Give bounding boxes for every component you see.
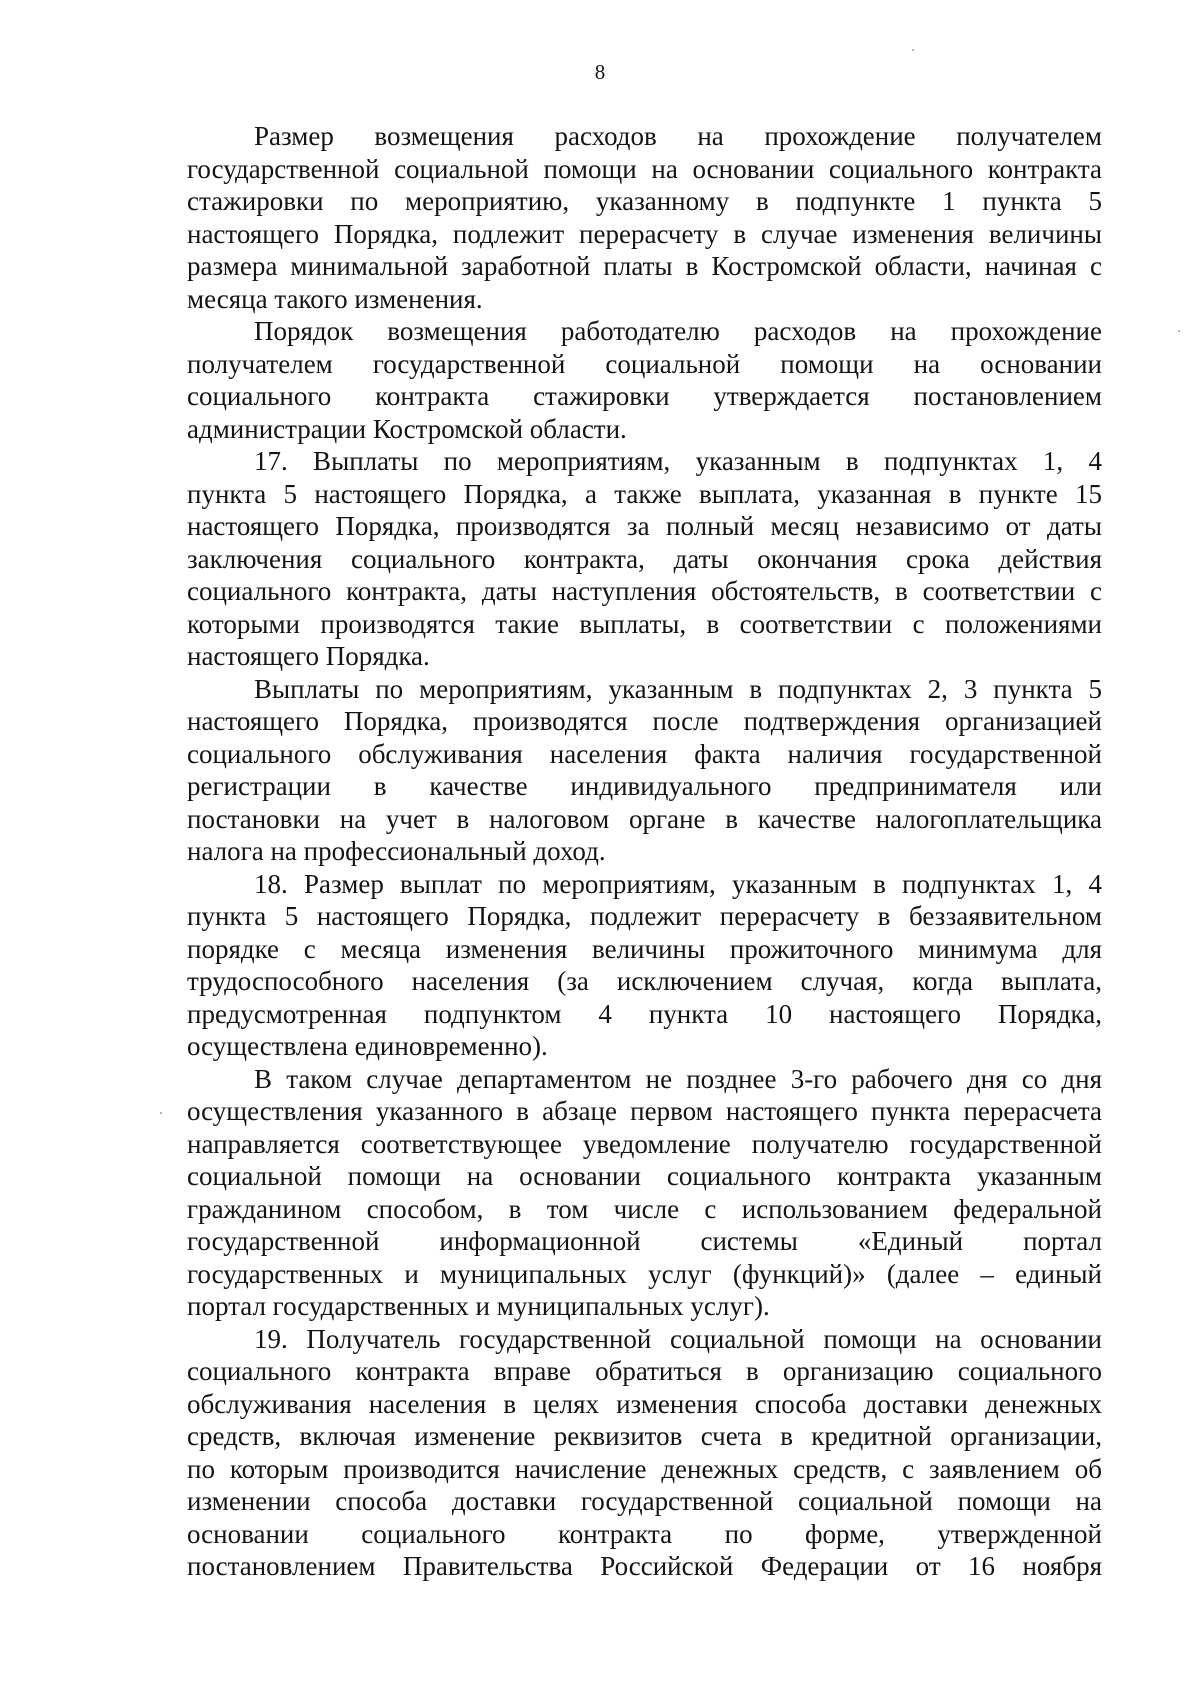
text-line: социального контракта вправе обратиться в организацию социального xyxy=(187,1356,1102,1386)
text-line: настоящего Порядка, подлежит перерасчету в случае изменения величины xyxy=(187,218,1102,249)
scan-speck xyxy=(1178,330,1180,332)
text-line: предусмотренная подпунктом 4 пункта 10 настоящего Порядка, xyxy=(187,998,1102,1029)
text-line: социальной помощи на основании социального контракта указанным xyxy=(187,1161,1102,1191)
paragraph-item-17-payments xyxy=(187,673,1102,868)
text-line: настоящего Порядка. xyxy=(187,641,430,671)
text-line: социального контракта стажировки утверждается постановлением xyxy=(187,381,1102,411)
text-line: портал государственных и муниципальных услуг). xyxy=(187,1291,770,1321)
text-line: Порядок возмещения работодателю расходов на прохождение xyxy=(254,316,1102,346)
text-line: пункта 5 настоящего Порядка, подлежит перерасчету в беззаявительном xyxy=(187,901,1102,931)
text-line: размера минимальной заработной платы в Костромской области, начиная с xyxy=(187,251,1102,281)
text-line: Выплаты по мероприятиям, указанным в подпунктах 2, 3 пункта 5 xyxy=(254,673,1102,704)
text-line: средств, включая изменение реквизитов счета в кредитной организации, xyxy=(187,1421,1102,1451)
text-line: по которым производится начисление денежных средств, с заявлением об xyxy=(187,1453,1102,1484)
text-line: В таком случае департаментом не позднее 3-го рабочего дня со дня xyxy=(254,1063,1102,1094)
text-line: социального контракта, даты наступления обстоятельств, в соответствии с xyxy=(187,576,1102,606)
text-line: Размер возмещения расходов на прохождение получателем xyxy=(254,121,1102,151)
text-line: стажировки по мероприятию, указанному в подпункте 1 пункта 5 xyxy=(187,186,1102,216)
paragraph-employer-reimbursement xyxy=(187,315,1102,445)
text-line: настоящего Порядка, производятся за полный месяц независимо от даты xyxy=(187,511,1102,541)
text-line: государственной информационной системы «Единый портал xyxy=(187,1226,1102,1256)
text-line: осуществлена единовременно). xyxy=(187,1031,548,1061)
text-line: постановки на учет в налоговом органе в качестве налогоплательщика xyxy=(187,803,1102,834)
text-line: администрации Костромской области. xyxy=(187,413,627,444)
text-line: государственных и муниципальных услуг (функций)» (далее – единый xyxy=(187,1258,1102,1289)
text-line: постановлением Правительства Российской Федерации от 16 ноября xyxy=(187,1551,1102,1581)
text-line: настоящего Порядка, производятся после подтверждения организацией xyxy=(187,706,1102,736)
paragraph-item-17 xyxy=(187,445,1102,673)
text-line: социального обслуживания населения факта наличия государственной xyxy=(187,738,1102,769)
text-line: трудоспособного населения (за исключением случая, когда выплата, xyxy=(187,966,1102,996)
paragraph-item-18 xyxy=(187,868,1102,1063)
text-line: обслуживания населения в целях изменения способа доставки денежных xyxy=(187,1388,1102,1419)
text-line: гражданином способом, в том числе с использованием федеральной xyxy=(187,1193,1102,1224)
text-line: направляется соответствующее уведомление получателю государственной xyxy=(187,1128,1102,1159)
text-line: порядке с месяца изменения величины прожиточного минимума для xyxy=(187,933,1102,964)
paragraph-item-18-notification xyxy=(187,1063,1102,1323)
text-line: основании социального контракта по форме, утвержденной xyxy=(187,1518,1102,1549)
text-line: 19. Получатель государственной социальной помощи на основании xyxy=(254,1323,1102,1354)
text-line: государственной социальной помощи на основании социального контракта xyxy=(187,153,1102,184)
text-line: 17. Выплаты по мероприятиям, указанным в подпунктах 1, 4 xyxy=(254,446,1102,476)
text-line: пункта 5 настоящего Порядка, а также выплата, указанная в пункте 15 xyxy=(187,478,1102,509)
text-line: получателем государственной социальной помощи на основании xyxy=(187,348,1102,379)
paragraph-reimbursement-recalc xyxy=(187,120,1102,315)
text-line: регистрации в качестве индивидуального предпринимателя или xyxy=(187,771,1102,801)
text-line: месяца такого изменения. xyxy=(187,283,483,314)
scan-speck xyxy=(912,49,914,51)
text-line: налога на профессиональный доход. xyxy=(187,836,606,866)
paragraph-item-19 xyxy=(187,1323,1102,1583)
text-line: изменении способа доставки государственной социальной помощи на xyxy=(187,1486,1102,1516)
text-line: заключения социального контракта, даты окончания срока действия xyxy=(187,543,1102,574)
text-line: осуществления указанного в абзаце первом настоящего пункта перерасчета xyxy=(187,1096,1102,1126)
body-text xyxy=(187,120,1102,1583)
scan-speck xyxy=(160,1112,162,1114)
text-line: 18. Размер выплат по мероприятиям, указанным в подпунктах 1, 4 xyxy=(254,868,1102,899)
text-line: которыми производятся такие выплаты, в соответствии с положениями xyxy=(187,608,1102,639)
page-number: 8 xyxy=(594,60,606,84)
